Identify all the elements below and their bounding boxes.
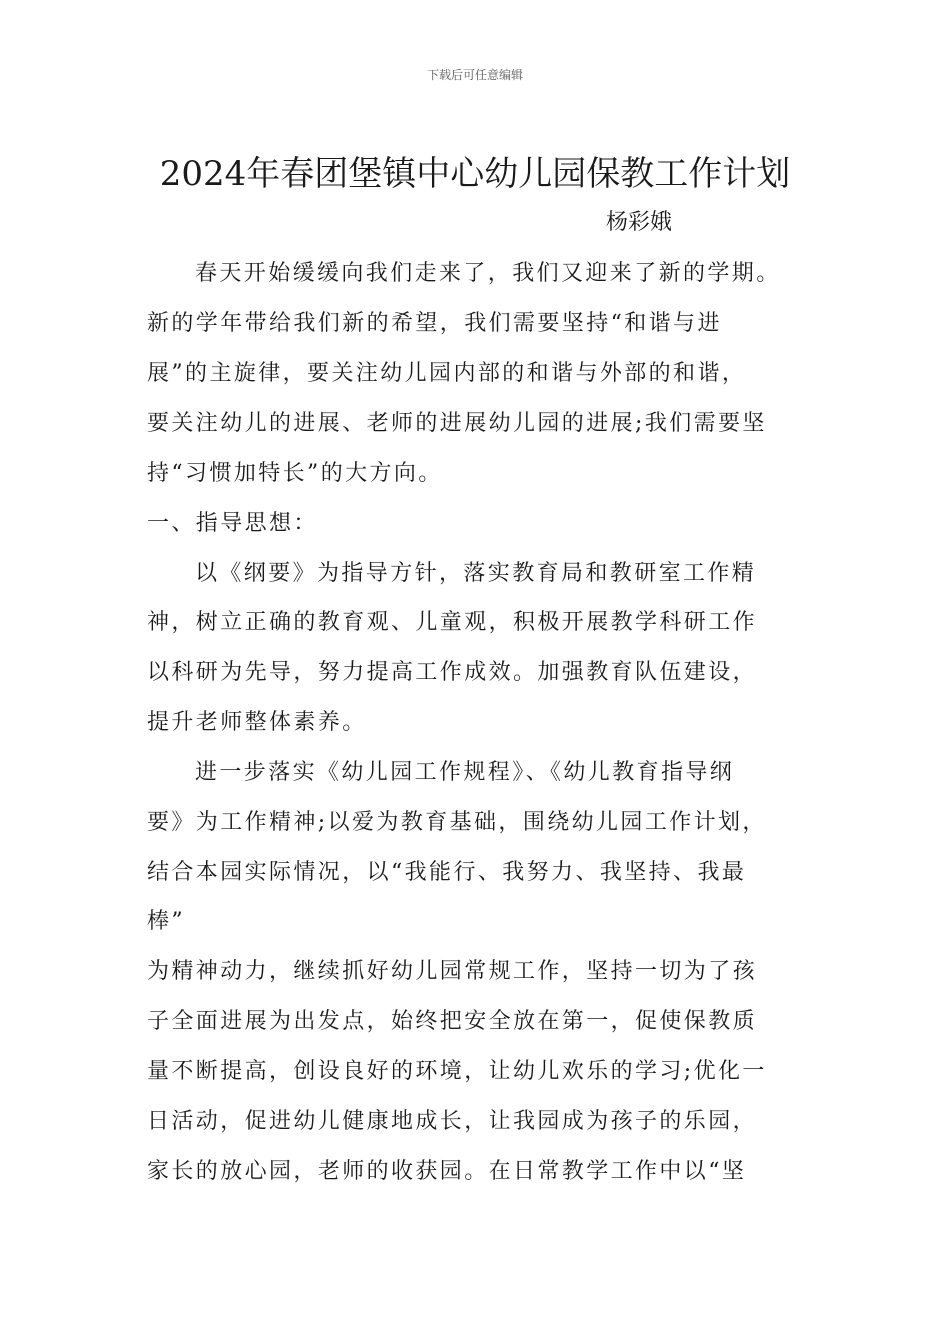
body-line: 春天开始缓缓向我们走来了，我们又迎来了新的学期。 xyxy=(195,261,781,286)
author-name: 杨彩娥 xyxy=(606,210,673,235)
body-line: 以《纲要》为指导方针，落实教育局和教研室工作精 xyxy=(195,561,757,586)
body-line: 进一步落实《幼儿园工作规程》、《幼儿教育指导纲 xyxy=(195,760,735,785)
body-line: 神，树立正确的教育观、儿童观，积极开展教学科研工作 xyxy=(147,610,758,635)
body-line: 家长的放心园，老师的收获园。在日常教学工作中以“坚 xyxy=(147,1159,747,1184)
document-title: 2024年春团堡镇中心幼儿园保教工作计划 xyxy=(159,154,791,194)
body-line: 为精神动力，继续抓好幼儿园常规工作，坚持一切为了孩 xyxy=(147,959,758,984)
header-note: 下载后可任意编辑 xyxy=(426,68,523,82)
body-line: 子全面进展为出发点，始终把安全放在第一，促使保教质 xyxy=(147,1009,758,1034)
body-line: 展”的主旋律，要关注幼儿园内部的和谐与外部的和谐， xyxy=(147,361,747,386)
body-line: 持“习惯加特长”的大方向。 xyxy=(147,461,443,486)
body-line: 要关注幼儿的进展、老师的进展幼儿园的进展;我们需要坚 xyxy=(147,411,767,436)
body-line: 新的学年带给我们新的希望，我们需要坚持“和谐与进 xyxy=(147,311,722,336)
body-line: 棒” xyxy=(147,909,186,934)
body-line: 结合本园实际情况，以“我能行、我努力、我坚持、我最 xyxy=(147,860,747,885)
body-line: 量不断提高，创设良好的环境，让幼儿欢乐的学习;优化一 xyxy=(147,1059,767,1084)
body-line: 以科研为先导，努力提高工作成效。加强教育队伍建设， xyxy=(147,660,758,685)
section-heading: 一、指导思想： xyxy=(147,511,318,536)
body-line: 提升老师整体素养。 xyxy=(147,710,367,735)
body-line: 日活动，促进幼儿健康地成长，让我园成为孩子的乐园， xyxy=(147,1109,758,1134)
body-line: 要》为工作精神;以爱为教育基础，围绕幼儿园工作计划， xyxy=(147,810,767,835)
